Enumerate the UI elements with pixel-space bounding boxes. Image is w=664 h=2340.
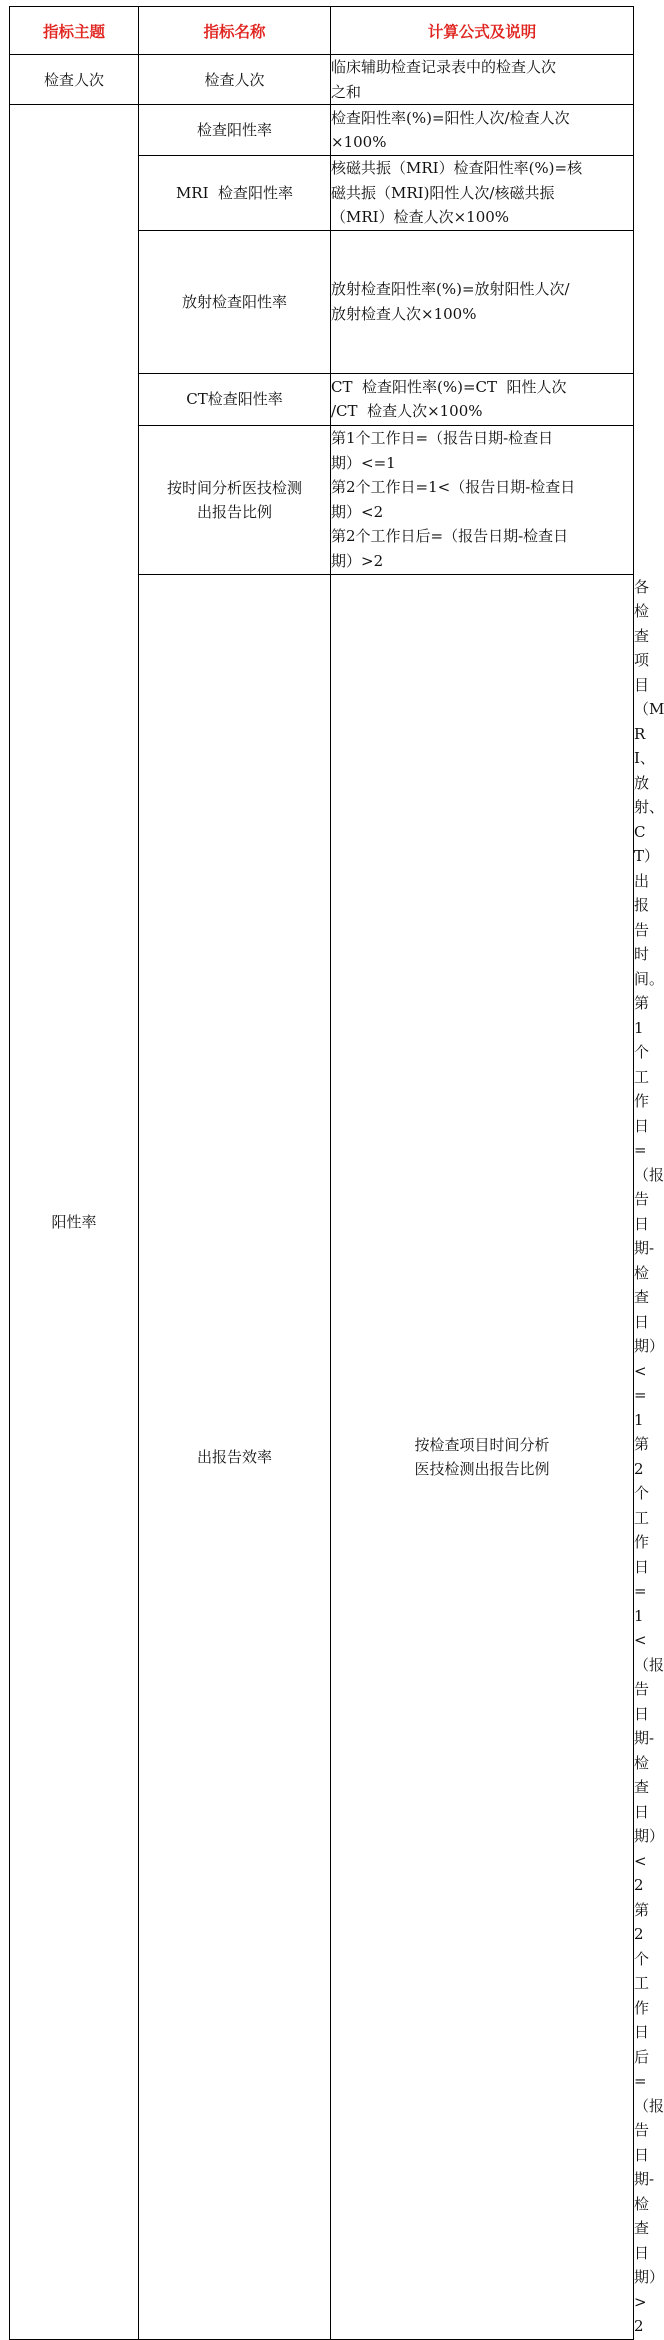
formula-cell-radio-rate — [331, 230, 634, 373]
formula-line: 检查阳性率(%)=阳性人次/检查人次 — [331, 108, 570, 127]
header-name: 指标名称 — [139, 7, 331, 55]
name-line: 按时间分析医技检测 — [166, 478, 302, 497]
formula-line: 第2个工作日=1<（报告日期-检查日 — [331, 478, 576, 496]
formula-cell-mri-rate — [331, 156, 634, 231]
name-line: 医技检测出报告比例 — [414, 1459, 550, 1478]
metrics-table — [9, 6, 664, 2340]
name-cell-positive-rate: 检查阳性率 — [139, 105, 331, 156]
formula-line: 期）<2 — [331, 502, 384, 521]
mri-rate-label: MRI 检查阳性率 — [175, 183, 294, 202]
header-row — [10, 7, 634, 55]
name-cell-exam-count: 检查人次 — [139, 55, 331, 105]
name-line: 出报告比例 — [196, 502, 272, 521]
formula-cell-positive-rate — [331, 105, 634, 156]
formula-line: 第1个工作日=（报告日期-检查日 — [331, 429, 554, 447]
name-cell-ct-rate: CT检查阳性率 — [139, 373, 331, 425]
formula-line: 期）>2 — [331, 551, 384, 570]
formula-line: ×100% — [331, 133, 387, 151]
formula-line: 期）<=1 — [331, 453, 396, 472]
formula-line: /CT 检查人次×100% — [331, 402, 483, 420]
formula-cell-exam-count — [331, 55, 634, 105]
name-line: 按检查项目时间分析 — [414, 1435, 550, 1454]
name-cell-report-efficiency — [331, 574, 634, 2339]
formula-line: 核磁共振（MRI）检查阳性率(%)=核 — [331, 159, 583, 177]
formula-line: 之和 — [331, 82, 362, 101]
formula-line: 第2个工作日后=（报告日期-检查日 — [331, 527, 569, 545]
name-cell-time-ratio — [139, 425, 331, 574]
formula-line: 放射检查阳性率(%)=放射阳性人次/ — [331, 280, 570, 298]
table-row — [10, 55, 634, 105]
formula-line: 磁共振（MRI)阳性人次/核磁共振 — [331, 183, 555, 202]
formula-cell-time-ratio — [331, 425, 634, 574]
formula-line: （MRI）检查人次×100% — [331, 208, 510, 226]
formula-cell-ct-rate — [331, 373, 634, 425]
name-cell-radio-rate: 放射检查阳性率 — [139, 230, 331, 373]
table-row: 出报告效率 按检查项目时间分析 医技检测出报告比例 各检查项目（MRI、放射、CT）出报 告时间。 第1个工作日=（报告日期-检查日 期）<=1 第2个工作日=1<（报告日期-检查日 期）<2 第2个工作日后=（报告日期-检查日 期）>2 — [10, 574, 634, 2339]
formula-line: 临床辅助检查记录表中的检查人次 — [331, 58, 557, 76]
formula-line: CT 检查阳性率(%)=CT 阳性人次 — [331, 377, 567, 396]
topic-cell-report-efficiency: 出报告效率 — [139, 574, 331, 2339]
header-topic: 指标主题 — [10, 7, 139, 55]
header-formula: 计算公式及说明 — [331, 7, 634, 55]
topic-cell-exam-count: 检查人次 — [10, 55, 139, 105]
table-row — [10, 105, 634, 156]
formula-line: 放射检查人次×100% — [331, 304, 477, 323]
name-cell-mri-rate — [139, 156, 331, 231]
topic-cell-positive-rate: 阳性率 — [10, 105, 139, 2340]
